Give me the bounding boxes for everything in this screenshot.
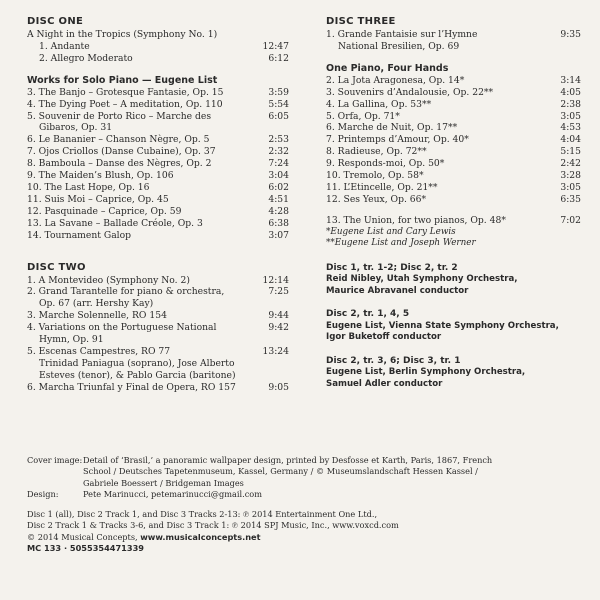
disc-two-heading: DISC TWO — [27, 261, 86, 273]
track-row — [27, 194, 289, 206]
track-title: 2. La Jota Aragonesa, Op. 14* — [326, 74, 465, 86]
track-duration: 13:24 — [262, 345, 289, 357]
track-duration — [261, 370, 289, 382]
track-row — [27, 358, 289, 370]
performer-block — [326, 356, 581, 391]
track-row — [27, 346, 289, 358]
track-row — [27, 182, 289, 194]
track-title: 1. Andante — [39, 40, 90, 52]
track-row — [326, 194, 581, 206]
track-title: 5. Souvenir de Porto Rico – Marche des — [27, 110, 212, 122]
track-title: Trinidad Paniagua (soprano), Jose Alberto — [39, 357, 235, 369]
track-title: 4. La Gallina, Op. 53** — [326, 98, 432, 110]
track-duration: 3:05 — [560, 110, 581, 122]
track-title: Esteves (tenor), & Pablo Garcia (baritone) — [39, 369, 236, 381]
track-title: 6. Marcha Triunfal y Final de Opera, RO 157 — [27, 381, 236, 393]
track-row — [326, 41, 581, 53]
track-title: 9. The Maiden’s Blush, Op. 106 — [27, 170, 174, 182]
track-row — [326, 134, 581, 146]
performer-name: Reid Nibley, Utah Symphony Orchestra, — [326, 274, 518, 285]
cover-credit-3: Gabriele Boessert / Bridgeman Images — [83, 477, 244, 488]
track-title: 5. Orfa, Op. 71* — [326, 110, 400, 122]
cover-credit-1: Detail of ‘Brasil,’ a panoramic wallpaper design, printed by Desfosse et Karth, Paris, 1867, French — [83, 455, 493, 465]
track-title: 2. Grand Tarantelle for piano & orchestra, — [27, 286, 225, 298]
disc-three-track-list-b — [326, 75, 581, 206]
track-title: 10. Tremolo, Op. 58* — [326, 170, 424, 182]
track-title: 3. The Banjo – Grotesque Fantasie, Op. 15 — [27, 86, 224, 98]
performer-block — [326, 309, 581, 344]
track-row — [27, 275, 289, 287]
track-duration: 4:04 — [560, 134, 581, 146]
track-row — [326, 170, 581, 182]
cover-credit-2: School / Deutsches Tapetenmuseum, Kassel, Germany / © Museumslandschaft Hessen Kassel / — [83, 466, 478, 477]
track-row — [27, 53, 289, 65]
performer-block — [326, 263, 581, 298]
track-row — [27, 310, 289, 322]
track-title: National Bresilien, Op. 69 — [338, 40, 460, 52]
performer-tracks: Disc 2, tr. 1, 4, 5 — [326, 309, 410, 320]
track-row — [326, 146, 581, 158]
rights-line-3: © 2014 Musical Concepts, www.musicalconcepts.net — [27, 531, 261, 542]
track-row — [27, 382, 289, 394]
track-duration: 6:02 — [268, 181, 289, 193]
credits-footer — [27, 455, 587, 554]
track-duration: 4:28 — [268, 205, 289, 217]
track-row — [326, 75, 581, 87]
track-row — [27, 322, 289, 334]
track-title: 4. The Dying Poet – A meditation, Op. 110 — [27, 98, 223, 110]
track-row: 13. The Union, for two pianos, Op. 48* 7:02 — [326, 214, 581, 226]
track-title: 7. Ojos Criollos (Danse Cubaine), Op. 37 — [27, 146, 216, 158]
track-row — [326, 182, 581, 194]
cover-label: Cover image: — [27, 455, 83, 465]
rights-line-1: Disc 1 (all), Disc 2 Track 1, and Disc 3 Tracks 2-13: ℗ 2014 Entertainment One Ltd., — [27, 509, 378, 520]
track-duration: 3:28 — [560, 170, 581, 182]
track-title: 6. Marche de Nuit, Op. 17** — [326, 122, 458, 134]
track-duration: 3:04 — [268, 170, 289, 182]
track-title: Hymn, Op. 91 — [39, 334, 104, 346]
track-row — [27, 298, 289, 310]
design-label: Design: — [27, 488, 59, 499]
track-duration: 2:38 — [560, 98, 581, 110]
track-title: 2. Allegro Moderato — [39, 52, 133, 64]
track-title: 6. Le Bananier – Chanson Nègre, Op. 5 — [27, 134, 210, 146]
track-title: 3. Souvenirs d’Andalousie, Op. 22** — [326, 86, 494, 98]
track-title: 8. Bamboula – Danse des Nègres, Op. 2 — [27, 158, 212, 170]
track-duration: 12:14 — [262, 274, 289, 286]
track-row — [27, 218, 289, 230]
disc-one-heading: DISC ONE — [27, 16, 84, 27]
track-title: 14. Tournament Galop — [27, 229, 132, 241]
track-duration: 6:12 — [268, 52, 289, 64]
disc-one-symphony-tracks — [27, 41, 289, 65]
track-row — [27, 146, 289, 158]
track-title: 10. The Last Hope, Op. 16 — [27, 181, 150, 193]
track-duration: 4:51 — [268, 193, 289, 205]
disc-two-track-list — [27, 275, 289, 394]
track-duration: 7:25 — [268, 286, 289, 298]
track-title: Gibaros, Op. 31 — [39, 122, 113, 134]
track-duration: 6:38 — [268, 217, 289, 229]
track-title: 12. Pasquinade – Caprice, Op. 59 — [27, 205, 182, 217]
footnote-1: *Eugene List and Cary Lewis — [326, 226, 456, 237]
track-duration: 9:42 — [268, 322, 289, 334]
track-title: 7. Printemps d’Amour, Op. 40* — [326, 134, 469, 146]
track-duration — [553, 41, 581, 53]
track-title: 13. La Savane – Ballade Créole, Op. 3 — [27, 217, 203, 229]
track-duration: 2:53 — [268, 134, 289, 146]
track-title: 12. Ses Yeux, Op. 66* — [326, 193, 427, 205]
track-row — [27, 230, 289, 242]
track-row — [326, 99, 581, 111]
track-duration: 4:53 — [560, 122, 581, 134]
track-duration: 9:05 — [268, 381, 289, 393]
right-column — [326, 16, 581, 402]
track-title: 11. Suis Moi – Caprice, Op. 45 — [27, 193, 169, 205]
track-row — [326, 87, 581, 99]
track-row — [326, 122, 581, 134]
track-duration: 9:44 — [268, 310, 289, 322]
track-duration: 12:47 — [262, 40, 289, 52]
four-hands-heading: One Piano, Four Hands — [326, 62, 449, 74]
disc-three-track-list-a — [326, 29, 581, 53]
disc-three-heading: DISC THREE — [326, 16, 396, 27]
track-duration: 2:42 — [560, 158, 581, 170]
track-title: 9. Responds-moi, Op. 50* — [326, 158, 445, 170]
performer-tracks: Disc 1, tr. 1-2; Disc 2, tr. 2 — [326, 262, 458, 273]
track-row — [326, 111, 581, 123]
track-row — [27, 158, 289, 170]
track-row — [326, 29, 581, 41]
track-duration: 3:05 — [560, 181, 581, 193]
track-row — [27, 41, 289, 53]
track-duration: 7:24 — [268, 158, 289, 170]
track-row — [27, 134, 289, 146]
track-row — [326, 158, 581, 170]
track-row — [27, 334, 289, 346]
track-row — [27, 206, 289, 218]
left-column — [27, 16, 289, 394]
track-title: 8. Radieuse, Op. 72** — [326, 146, 427, 158]
track-row — [27, 122, 289, 134]
track-duration — [261, 358, 289, 370]
performer-name: Eugene List, Berlin Symphony Orchestra, — [326, 367, 526, 378]
track-duration: 6:05 — [268, 110, 289, 122]
musical-concepts-link[interactable]: www.musicalconcepts.net — [140, 531, 261, 542]
track-row — [27, 87, 289, 99]
disc-one-track-list — [27, 87, 289, 242]
track-duration — [261, 122, 289, 134]
footnote-2: **Eugene List and Joseph Werner — [326, 237, 476, 248]
track-title: 4. Variations on the Portuguese National — [27, 322, 217, 334]
track-duration — [261, 298, 289, 310]
catalog-number: MC 133 · 5055354471339 — [27, 543, 144, 554]
track-title: 11. L’Etincelle, Op. 21** — [326, 181, 438, 193]
track-title: 1. Grande Fantaisie sur l’Hymne — [326, 29, 478, 40]
track-duration: 9:35 — [560, 29, 581, 40]
track-duration: 3:59 — [268, 86, 289, 98]
track-row — [27, 99, 289, 111]
solo-piano-heading: Works for Solo Piano — Eugene List — [27, 74, 218, 86]
track-title: 1. A Montevideo (Symphony No. 2) — [27, 274, 190, 286]
track-duration: 3:14 — [560, 74, 581, 86]
track-row — [27, 111, 289, 123]
performer-credits — [326, 263, 581, 391]
track-title: 5. Escenas Campestres, RO 77 — [27, 345, 171, 357]
track-row — [27, 370, 289, 382]
track-duration: 6:35 — [560, 193, 581, 205]
performer-tracks: Disc 2, tr. 3, 6; Disc 3, tr. 1 — [326, 355, 461, 366]
track-duration: 5:54 — [268, 98, 289, 110]
track-duration: 4:05 — [560, 86, 581, 98]
design-credit: Pete Marinucci, petemarinucci@gmail.com — [83, 488, 262, 499]
track-duration: 2:32 — [268, 146, 289, 158]
track-row — [27, 170, 289, 182]
track-duration: 3:07 — [268, 229, 289, 241]
track-title: 3. Marche Solennelle, RO 154 — [27, 310, 167, 322]
performer-name: Igor Buketoff conductor — [326, 332, 442, 343]
performer-name: Maurice Abravanel conductor — [326, 285, 469, 296]
track-duration — [261, 334, 289, 346]
performer-name: Eugene List, Vienna State Symphony Orchestra, — [326, 320, 559, 331]
track-duration: 5:15 — [560, 146, 581, 158]
track-row — [27, 286, 289, 298]
performer-name: Samuel Adler conductor — [326, 378, 443, 389]
work-title: A Night in the Tropics (Symphony No. 1) — [27, 29, 218, 40]
track-title: Op. 67 (arr. Hershy Kay) — [39, 298, 154, 310]
rights-line-2: Disc 2 Track 1 & Tracks 3-6, and Disc 3 Track 1: ℗ 2014 SPJ Music, Inc., www.voxcd.com — [27, 520, 399, 531]
